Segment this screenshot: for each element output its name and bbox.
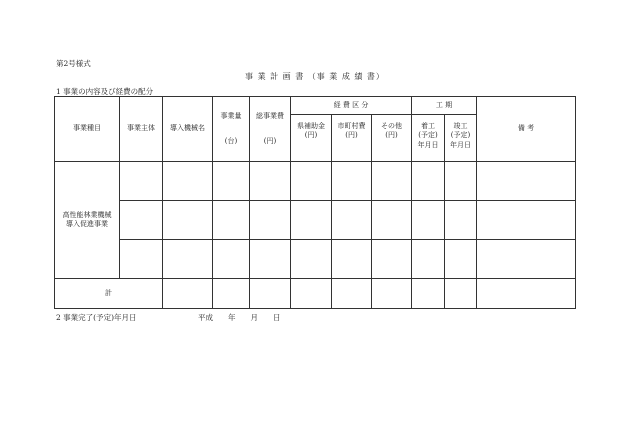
table-cell[interactable] [120,201,163,240]
table-cell[interactable] [412,162,445,201]
header-start-sub: (予定) [418,131,438,140]
table-cell[interactable] [332,162,372,201]
table-cell[interactable] [445,201,477,240]
total-cell[interactable] [213,279,250,309]
table-cell[interactable] [445,240,477,279]
table-cell[interactable] [213,162,250,201]
header-other [372,115,412,162]
header-pref-subsidy-label: 県補助金 [297,122,325,130]
header-quantity-unit: (台) [224,136,238,145]
total-cell[interactable] [412,279,445,309]
business-plan-table [54,96,576,309]
header-other-label: その他 [381,122,402,130]
table-cell[interactable] [291,201,332,240]
header-municipal [332,115,372,162]
total-cell[interactable] [372,279,412,309]
table-cell[interactable] [412,240,445,279]
section2-title: 2 事業完了(予定)年月日 [56,313,137,322]
table-cell[interactable] [163,201,213,240]
total-cell[interactable] [163,279,213,309]
table-cell[interactable] [372,240,412,279]
header-project-type: 事業種目 [55,97,120,162]
total-cell[interactable] [250,279,291,309]
table-cell[interactable] [477,201,576,240]
table-cell[interactable] [477,240,576,279]
table-cell[interactable] [120,240,163,279]
completion-date: 平成 年 月 日 [198,313,281,322]
header-total-cost [250,97,291,162]
table-cell[interactable] [445,162,477,201]
form-number: 第2号様式 [56,59,91,68]
header-machine-name: 導入機械名 [163,97,213,162]
project-name-line1: 高性能林業機械 [62,210,112,219]
table-cell[interactable] [120,162,163,201]
table-cell[interactable] [250,201,291,240]
header-complete-sub: (予定) [450,131,471,140]
header-construction-period: 工 期 [412,97,477,115]
table-cell[interactable] [163,162,213,201]
header-total-cost-unit: (円) [263,136,277,145]
table-cell[interactable] [213,201,250,240]
header-quantity [213,97,250,162]
header-start-label: 着工 [421,122,436,130]
table-cell[interactable] [372,201,412,240]
total-cell[interactable] [291,279,332,309]
header-start-date: 年月日 [417,140,439,149]
total-cell[interactable] [332,279,372,309]
header-cost-allocation: 経 費 区 分 [291,97,412,115]
total-cell[interactable] [477,279,576,309]
table-cell[interactable] [291,162,332,201]
header-municipal-label: 市町村費 [337,122,366,130]
table-cell[interactable] [332,201,372,240]
header-complete [445,115,477,162]
header-pref-subsidy-unit: (円) [304,131,318,140]
total-label: 計 [55,279,163,309]
header-remarks: 備 考 [477,97,576,162]
project-name-cell [55,162,120,279]
header-quantity-label: 事業量 [220,112,242,120]
total-cell[interactable] [445,279,477,309]
table-cell[interactable] [372,162,412,201]
header-other-unit: (円) [385,131,398,140]
table-cell[interactable] [291,240,332,279]
header-total-cost-label: 総事業費 [256,112,284,120]
header-start [412,115,445,162]
table-cell[interactable] [332,240,372,279]
header-operator: 事業主体 [120,97,163,162]
project-name-line2: 導入促進事業 [66,220,108,228]
table-cell[interactable] [412,201,445,240]
table-cell[interactable] [213,240,250,279]
header-municipal-unit: (円) [345,131,358,140]
document-title: 事 業 計 画 書 （事 業 成 績 書） [245,72,385,81]
table-cell[interactable] [163,240,213,279]
header-complete-label: 竣工 [453,122,468,130]
table-cell[interactable] [250,240,291,279]
header-complete-date: 年月日 [450,140,472,149]
header-pref-subsidy [291,115,332,162]
section1-title: 1 事業の内容及び経費の配分 [56,87,154,96]
table-cell[interactable] [250,162,291,201]
table-cell[interactable] [477,162,576,201]
